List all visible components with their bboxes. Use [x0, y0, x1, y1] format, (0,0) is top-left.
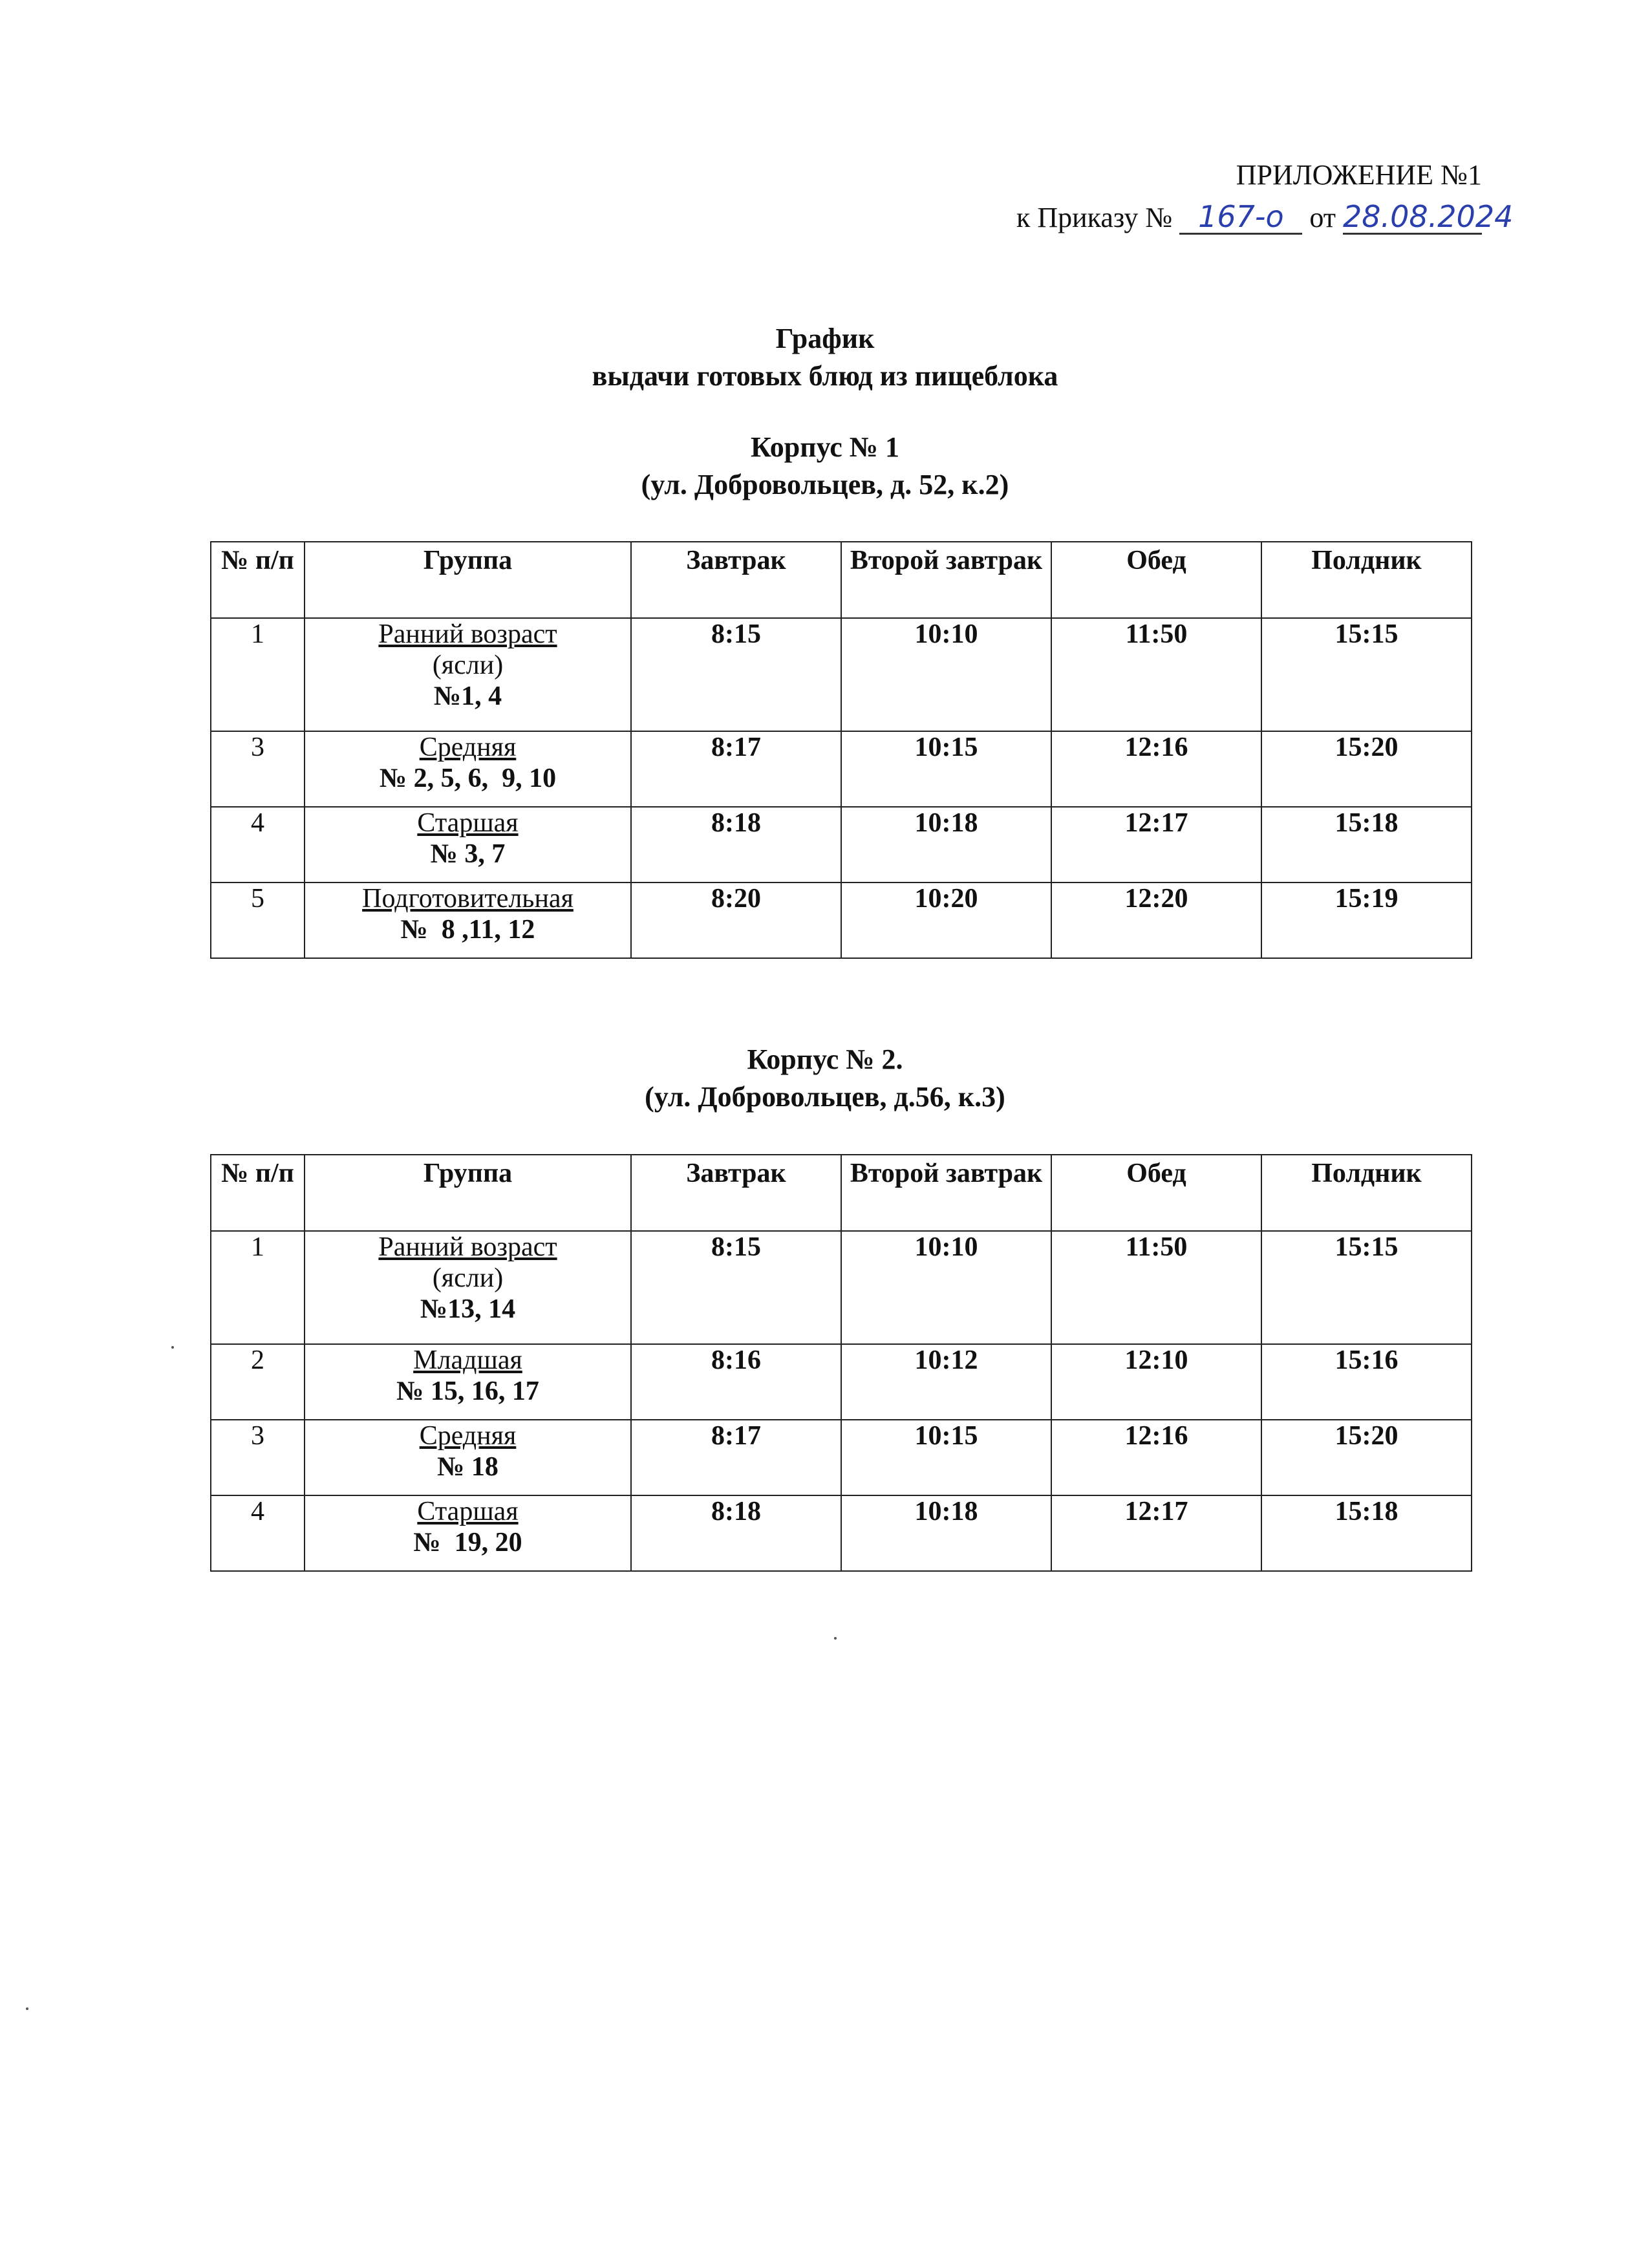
lunch-time: 11:50 [1051, 1231, 1261, 1344]
group-name: Старшая [417, 808, 519, 838]
table-row [211, 1420, 1472, 1495]
group-cell [305, 1420, 631, 1495]
scan-speck [171, 1346, 174, 1349]
group-numbers: № 15, 16, 17 [396, 1376, 539, 1406]
table-row [211, 1344, 1472, 1420]
row-number: 3 [211, 731, 305, 807]
table-row [211, 731, 1472, 807]
row-number: 4 [211, 807, 305, 883]
group-cell [305, 731, 631, 807]
breakfast-time: 8:15 [631, 618, 841, 731]
building2-heading [0, 1041, 1650, 1116]
second-breakfast-time: 10:18 [841, 807, 1051, 883]
snack-time: 15:20 [1261, 731, 1472, 807]
group-cell [305, 807, 631, 883]
group-name: Средняя [419, 1421, 517, 1451]
group-sub: (ясли) [432, 1263, 504, 1293]
group-numbers: № 8 ,11, 12 [400, 915, 535, 945]
breakfast-time: 8:18 [631, 807, 841, 883]
row-number: 2 [211, 1344, 305, 1420]
snack-time: 15:18 [1261, 1495, 1472, 1571]
col-header-num: № п/п [211, 1155, 305, 1231]
group-name: Ранний возраст [378, 1232, 557, 1262]
order-reference [1016, 197, 1514, 239]
table-header-row [211, 1155, 1472, 1231]
breakfast-time: 8:18 [631, 1495, 841, 1571]
col-header-lunch: Обед [1051, 542, 1261, 618]
col-header-lunch: Обед [1051, 1155, 1261, 1231]
lunch-time: 12:20 [1051, 883, 1261, 958]
row-number: 1 [211, 618, 305, 731]
group-cell [305, 1344, 631, 1420]
col-header-breakfast: Завтрак [631, 1155, 841, 1231]
group-numbers: № 19, 20 [413, 1528, 522, 1557]
group-name: Ранний возраст [378, 619, 557, 649]
row-number: 4 [211, 1495, 305, 1571]
building1-heading [0, 429, 1650, 504]
col-header-second-breakfast: Второй завтрак [841, 1155, 1051, 1231]
table-row [211, 1231, 1472, 1344]
lunch-time: 12:16 [1051, 1420, 1261, 1495]
col-header-breakfast: Завтрак [631, 542, 841, 618]
table-row [211, 883, 1472, 958]
schedule-table-building1 [210, 541, 1472, 959]
scan-speck [834, 1637, 837, 1640]
snack-time: 15:15 [1261, 618, 1472, 731]
building1-name: Корпус № 1 [751, 431, 899, 463]
schedule-table-building2 [210, 1154, 1472, 1572]
group-cell [305, 1495, 631, 1571]
breakfast-time: 8:20 [631, 883, 841, 958]
table-row [211, 618, 1472, 731]
second-breakfast-time: 10:10 [841, 1231, 1051, 1344]
breakfast-time: 8:17 [631, 731, 841, 807]
second-breakfast-time: 10:12 [841, 1344, 1051, 1420]
group-cell [305, 618, 631, 731]
lunch-time: 12:17 [1051, 807, 1261, 883]
title-line-1: График [775, 323, 875, 354]
col-header-group: Группа [305, 542, 631, 618]
title-line-2: выдачи готовых блюд из пищеблока [592, 360, 1058, 392]
second-breakfast-time: 10:10 [841, 618, 1051, 731]
second-breakfast-time: 10:15 [841, 731, 1051, 807]
scan-speck [26, 2007, 28, 2010]
lunch-time: 11:50 [1051, 618, 1261, 731]
group-name: Старшая [417, 1497, 519, 1526]
table-row [211, 1495, 1472, 1571]
document-title [0, 320, 1650, 395]
row-number: 3 [211, 1420, 305, 1495]
building1-address: (ул. Добровольцев, д. 52, к.2) [641, 469, 1009, 500]
building2-name: Корпус № 2. [747, 1043, 903, 1075]
lunch-time: 12:10 [1051, 1344, 1261, 1420]
group-numbers: №13, 14 [420, 1294, 516, 1324]
group-numbers: № 3, 7 [430, 839, 506, 869]
group-numbers: №1, 4 [433, 681, 502, 711]
order-from: от [1309, 202, 1336, 233]
col-header-group: Группа [305, 1155, 631, 1231]
snack-time: 15:20 [1261, 1420, 1472, 1495]
group-numbers: № 2, 5, 6, 9, 10 [379, 764, 557, 793]
table-row [211, 807, 1472, 883]
group-name: Младшая [413, 1345, 522, 1375]
snack-time: 15:16 [1261, 1344, 1472, 1420]
group-cell [305, 1231, 631, 1344]
second-breakfast-time: 10:20 [841, 883, 1051, 958]
appendix-block [1016, 154, 1514, 239]
group-name: Подготовительная [362, 884, 573, 914]
table-header-row [211, 542, 1472, 618]
lunch-time: 12:16 [1051, 731, 1261, 807]
order-date: 28.08.2024 [1343, 199, 1514, 234]
snack-time: 15:15 [1261, 1231, 1472, 1344]
row-number: 5 [211, 883, 305, 958]
order-number: 167-о [1179, 200, 1302, 235]
col-header-snack: Полдник [1261, 1155, 1472, 1231]
appendix-title: ПРИЛОЖЕНИЕ №1 [1236, 159, 1482, 191]
building2-address: (ул. Добровольцев, д.56, к.3) [645, 1081, 1005, 1113]
breakfast-time: 8:16 [631, 1344, 841, 1420]
group-cell [305, 883, 631, 958]
order-prefix: к Приказу № [1016, 202, 1173, 233]
breakfast-time: 8:17 [631, 1420, 841, 1495]
col-header-num: № п/п [211, 542, 305, 618]
group-numbers: № 18 [437, 1452, 498, 1482]
col-header-second-breakfast: Второй завтрак [841, 542, 1051, 618]
snack-time: 15:18 [1261, 807, 1472, 883]
col-header-snack: Полдник [1261, 542, 1472, 618]
group-name: Средняя [419, 733, 517, 762]
snack-time: 15:19 [1261, 883, 1472, 958]
row-number: 1 [211, 1231, 305, 1344]
second-breakfast-time: 10:18 [841, 1495, 1051, 1571]
second-breakfast-time: 10:15 [841, 1420, 1051, 1495]
breakfast-time: 8:15 [631, 1231, 841, 1344]
lunch-time: 12:17 [1051, 1495, 1261, 1571]
group-sub: (ясли) [432, 650, 504, 680]
